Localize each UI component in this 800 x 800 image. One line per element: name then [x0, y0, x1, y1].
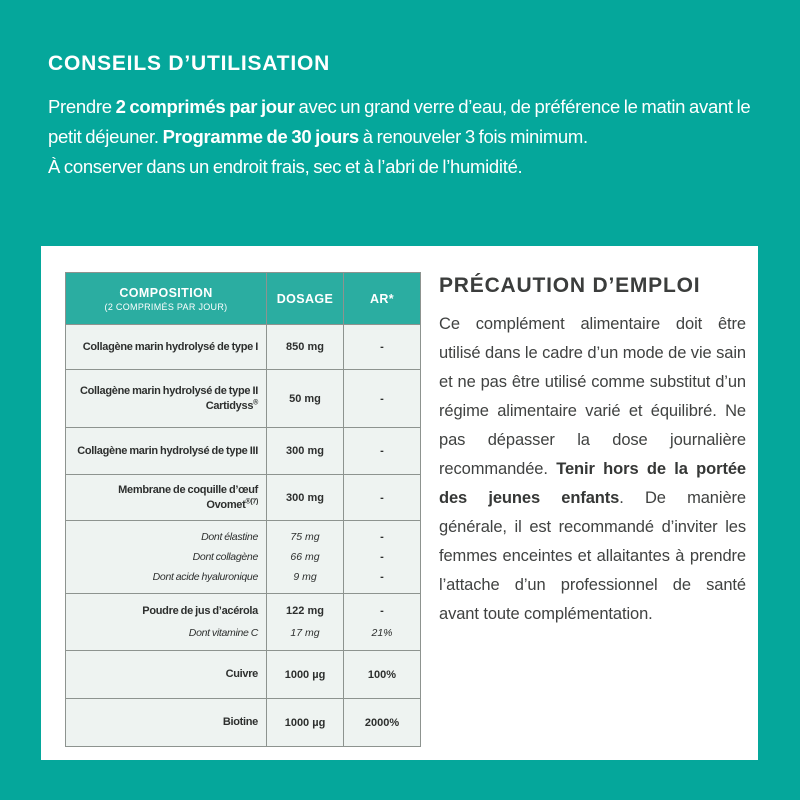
- sub-dosage-value: 66 mg: [290, 551, 320, 563]
- dosage-value: 300 mg: [286, 491, 324, 504]
- header-composition-title: COMPOSITION: [119, 285, 213, 300]
- composition-cell: [66, 325, 267, 370]
- usage-seg2-bold: 2 comprimés par jour: [115, 96, 295, 117]
- trademark-sup: ®: [253, 398, 258, 406]
- sub-ar-value: 21%: [371, 627, 393, 639]
- dosage-cell: [267, 521, 344, 594]
- ar-cell: [344, 325, 420, 370]
- composition-cell: [66, 428, 267, 475]
- header-ar-title: AR*: [369, 291, 395, 306]
- ar-value: -: [380, 392, 384, 405]
- sub-ingredient-name: Dont vitamine C: [188, 627, 258, 639]
- dosage-cell: [267, 651, 344, 699]
- info-card: [41, 246, 758, 760]
- dosage-cell: [267, 594, 344, 651]
- sub-ar-value: -: [380, 531, 384, 543]
- composition-cell: [66, 651, 267, 699]
- ar-cell: [344, 521, 420, 594]
- precaution-seg2: . De manière générale, il est recommandé d’inviter les femmes enceintes et allaitantes à prendre l’attache d’un professionnel de santé avant toute complémentation.: [439, 489, 746, 623]
- ar-cell: [344, 370, 420, 428]
- sub-ar-value: -: [380, 571, 384, 583]
- dosage-value: 50 mg: [289, 392, 321, 405]
- ingredient-name: Biotine: [222, 716, 258, 729]
- sub-dosage-value: 9 mg: [293, 571, 317, 583]
- ar-value: -: [380, 491, 384, 504]
- composition-table: [65, 272, 421, 760]
- sub-ar-value: -: [380, 551, 384, 563]
- ar-cell: [344, 428, 420, 475]
- dosage-cell: [267, 428, 344, 475]
- header-dosage-cell: [267, 273, 344, 325]
- sub-ingredient-name: Dont acide hyaluronique: [152, 571, 258, 583]
- ingredient-name: Poudre de jus d’acérola: [142, 605, 258, 617]
- sub-dosage-value: 75 mg: [290, 531, 320, 543]
- dosage-value: 850 mg: [286, 341, 324, 353]
- dosage-cell: [267, 370, 344, 428]
- usage-seg5: à renouveler 3 fois minimum.: [358, 126, 588, 147]
- usage-seg3: avec un grand verre d’eau, de préférence le matin avant le petit déjeuner.: [48, 96, 751, 147]
- trademark-sup: ®(7): [245, 497, 258, 505]
- sub-dosage-value: 17 mg: [290, 627, 320, 639]
- header-composition-cell: [66, 273, 267, 325]
- dosage-value: 122 mg: [286, 605, 324, 617]
- dosage-cell: [267, 325, 344, 370]
- precaution-seg1: Ce complément alimentaire doit être utilisé dans le cadre d’un mode de vie sain et ne pas être utilisé comme substitut d’un régime alimentaire varié et équilibré. Ne pas dépasser la dose journalière recommandée.: [439, 315, 746, 478]
- composition-grid: [65, 272, 421, 747]
- usage-section: [0, 0, 800, 182]
- ingredient-name: Collagène marin hydrolysé de type III: [77, 444, 258, 457]
- header-ar-cell: [344, 273, 420, 325]
- composition-cell: [66, 475, 267, 521]
- usage-text: [48, 92, 764, 152]
- usage-seg4-bold: Programme de 30 jours: [162, 126, 359, 147]
- ingredient-name: Cuivre: [225, 668, 258, 681]
- composition-cell: [66, 594, 267, 651]
- ingredient-name: Membrane de coquille d’œuf Ovomet$^{®(7)}$: [118, 484, 258, 511]
- ar-value: -: [380, 341, 384, 353]
- ingredient-name: Collagène marin hydrolysé de type II Cartidyss®: [79, 385, 258, 412]
- composition-cell: [66, 370, 267, 428]
- header-dosage-title: DOSAGE: [276, 291, 334, 306]
- dosage-cell: [267, 475, 344, 521]
- precaution-text: [439, 310, 746, 629]
- usage-storage-line: À conserver dans un endroit frais, sec et à l’abri de l’humidité.: [48, 156, 523, 177]
- ar-value: 2000%: [364, 716, 400, 729]
- dosage-value: 1000 µg: [284, 668, 326, 681]
- ar-value: -: [380, 605, 384, 617]
- ar-value: 100%: [367, 668, 397, 681]
- precaution-bold: Tenir hors de la portée des jeunes enfants: [439, 460, 746, 507]
- ar-cell: [344, 594, 420, 651]
- composition-cell: [66, 699, 267, 746]
- usage-title: CONSEILS D’UTILISATION: [48, 52, 331, 75]
- sub-ingredient-name: Dont élastine: [201, 531, 258, 543]
- usage-seg1: Prendre: [48, 96, 116, 117]
- header-composition-subtitle: (2 COMPRIMÉS PAR JOUR): [104, 301, 228, 312]
- ar-cell: [344, 475, 420, 521]
- dosage-cell: [267, 699, 344, 746]
- ar-cell: [344, 651, 420, 699]
- ar-cell: [344, 699, 420, 746]
- dosage-value: 1000 µg: [284, 716, 326, 729]
- precaution-title: PRÉCAUTION D’EMPLOI: [439, 274, 701, 297]
- dosage-value: 300 mg: [286, 445, 324, 457]
- ar-value: -: [380, 445, 384, 457]
- composition-cell: [66, 521, 267, 594]
- sub-ingredient-name: Dont collagène: [192, 551, 258, 563]
- ingredient-name: Collagène marin hydrolysé de type I: [82, 340, 258, 353]
- precaution-section: [439, 272, 746, 760]
